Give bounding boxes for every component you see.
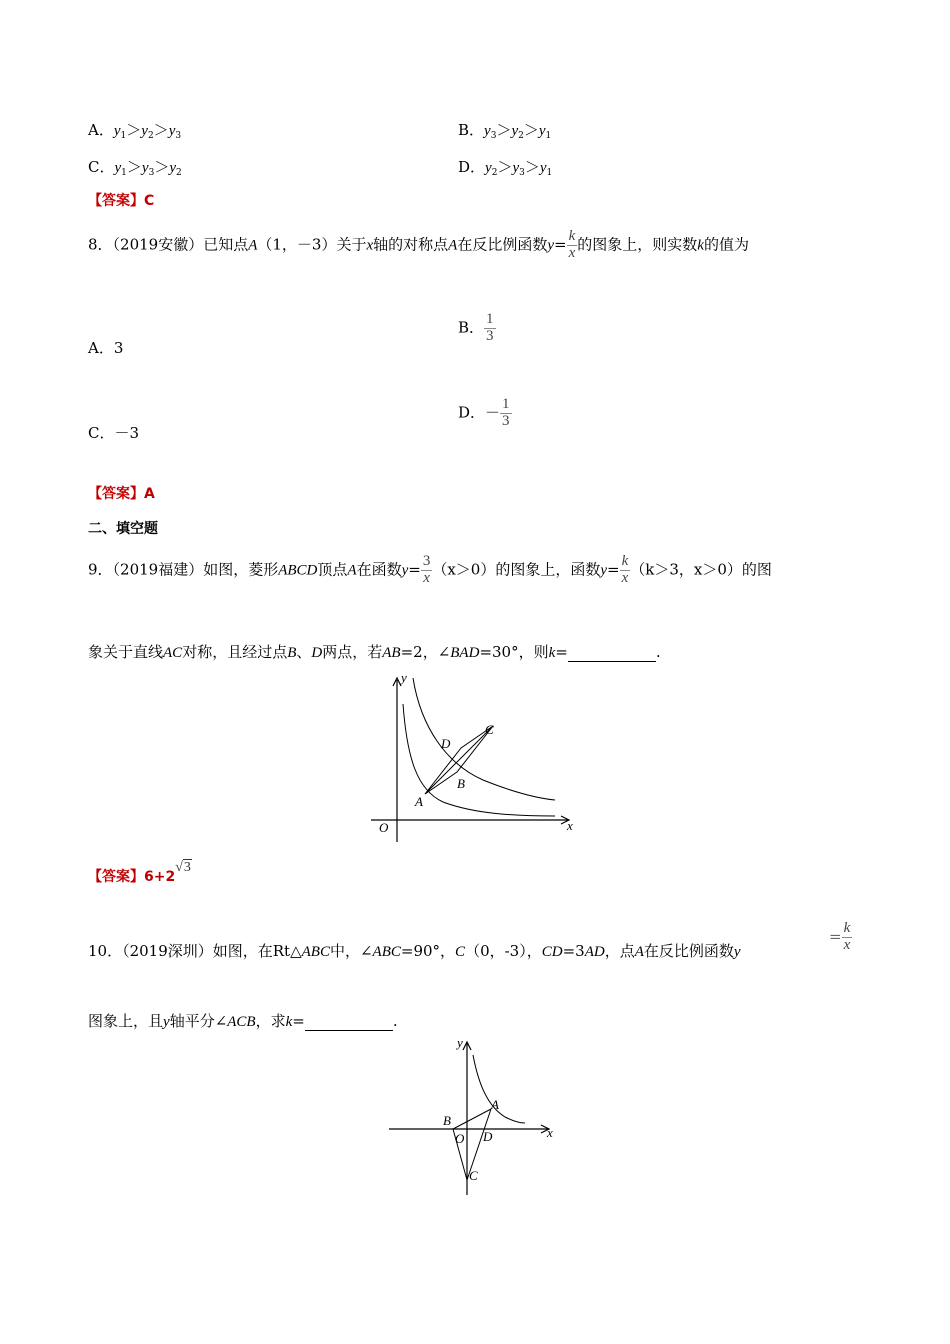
q10-label-c: C <box>469 1168 478 1183</box>
q10-curve-k-over-x <box>473 1055 525 1123</box>
q9-label-c: C <box>485 722 494 737</box>
q8-option-b: B． $\frac{1}{3}$ <box>458 311 494 344</box>
q10-label-b: B <box>443 1113 451 1128</box>
q9-stem-line2: 象关于直线AC对称，且经过点B、D两点，若AB=2，∠BAD=30°，则k= . <box>88 643 661 661</box>
q9-answer: 【答案】6+2√3 <box>88 860 191 885</box>
q8-answer: 【答案】A <box>88 486 155 502</box>
sqrt-icon: √3 <box>175 860 191 875</box>
q10-stem-line1: 10．（2019深圳）如图，在Rt△ABC中，∠ABC=90°，C（0，-3），CD=3AD，点A在反比例函数y <box>88 942 741 960</box>
q8-option-d: D．－ $\frac{1}{3}$ <box>458 396 510 429</box>
q7-option-b: B．$y_3>y_2>y_1$ <box>458 121 552 141</box>
q9-stem-line1: 9．（2019福建）如图，菱形ABCD顶点A在函数y= $\frac{3}{x}$ （x＞0）的图象上，函数y= $\frac{k}{x}$ （k＞3，x＞0）的图 <box>88 553 772 586</box>
q10-label-x: x <box>547 1125 553 1140</box>
q8-stem: 8．（2019安徽）已知点A（1，－3）关于x轴的对称点A在反比例函数y= $\frac{k}{x}$ 的图象上，则实数k的值为 <box>88 228 749 261</box>
q9-label-b: B <box>457 776 465 791</box>
q9-figure <box>365 668 585 848</box>
q10-stem-line2: 图象上，且y轴平分∠ACB，求k= . <box>88 1012 398 1030</box>
q9-label-d: D <box>441 736 451 751</box>
q10-label-o: O <box>455 1131 465 1146</box>
q10-label-a: A <box>491 1097 499 1112</box>
q7-option-d: D．$y_2>y_3>y_1$ <box>458 158 553 178</box>
q10-function: = $\frac{k}{x}$ <box>829 920 851 953</box>
q10-figure <box>385 1035 560 1200</box>
q10-label-y: y <box>457 1035 463 1050</box>
q7-option-c: C．$y_1>y_3>y_2$ <box>88 158 182 178</box>
q9-label-a: A <box>415 794 423 809</box>
q9-label-x: x <box>567 818 573 833</box>
q7-option-a: A．$y_1>y_2>y_3$ <box>88 121 182 141</box>
q7-answer: 【答案】C <box>88 193 155 209</box>
q10-answer-blank[interactable] <box>305 1016 393 1031</box>
q10-label-d: D <box>483 1129 493 1144</box>
q9-label-o: O <box>379 820 389 835</box>
q9-answer-blank[interactable] <box>568 647 656 662</box>
q9-label-y: y <box>401 670 407 685</box>
q8-fraction: $\frac{k}{x}$ <box>568 228 576 261</box>
q8-option-c: C．－3 <box>88 424 140 442</box>
section-heading: 二、填空题 <box>88 521 158 537</box>
q8-option-a: A．3 <box>88 339 124 357</box>
